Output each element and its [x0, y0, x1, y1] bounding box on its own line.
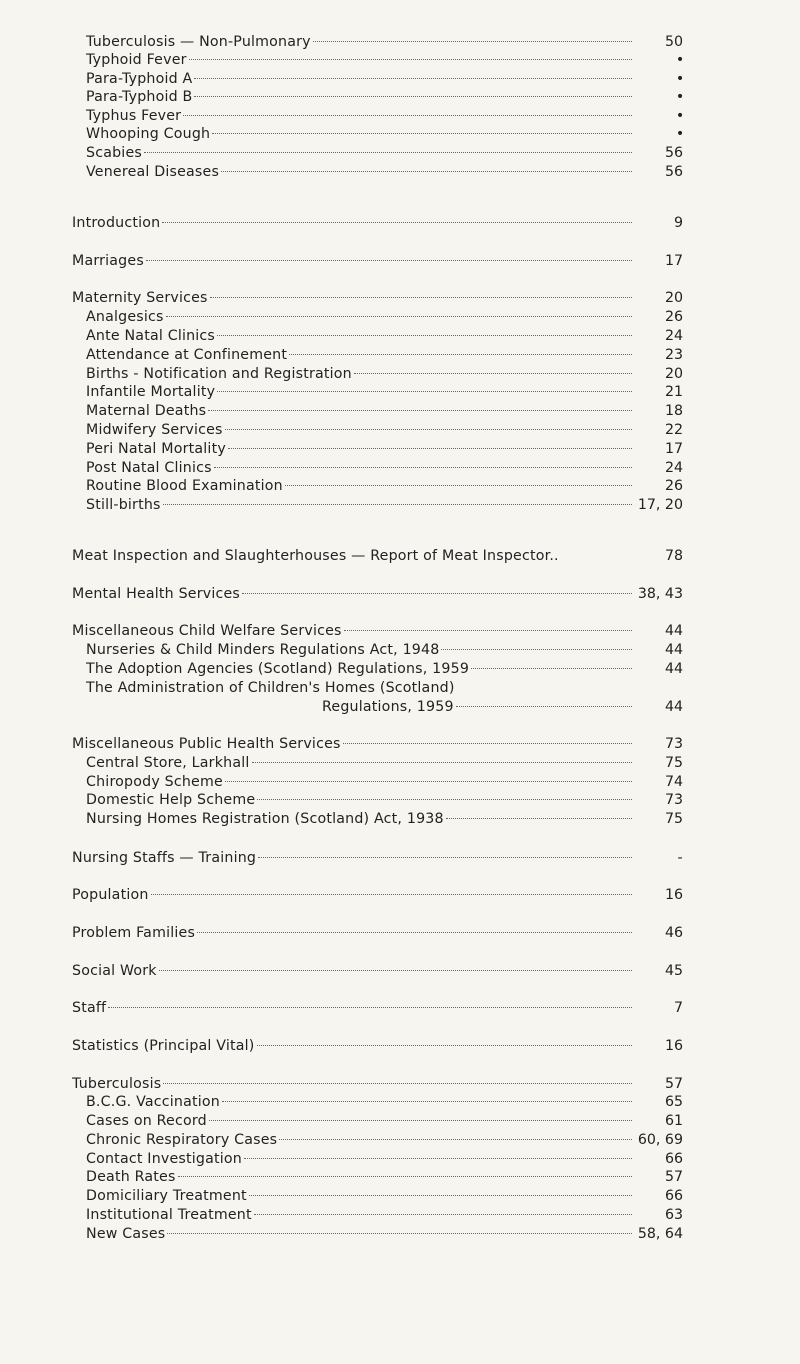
dot-leader: [151, 894, 632, 895]
index-entry-page-number: 9: [673, 215, 683, 231]
index-entry-label: Maternal Deaths: [86, 403, 207, 419]
dot-leader: [212, 133, 632, 134]
index-entry-page-number: 73: [664, 792, 683, 808]
dot-leader: [257, 1045, 632, 1046]
index-entry: [0, 660, 800, 678]
dot-leader: [217, 391, 632, 392]
index-entry-page-number: 58, 64: [637, 1226, 683, 1242]
dot-leader: [254, 1214, 632, 1215]
index-entry-label: Post Natal Clinics: [86, 460, 212, 476]
dot-leader: [228, 448, 632, 449]
index-entry: [0, 962, 800, 980]
dot-leader: [162, 222, 632, 223]
index-entry: [0, 308, 800, 326]
index-entry: [0, 214, 800, 232]
index-entry-label: Chiropody Scheme: [86, 774, 223, 790]
index-entry-page-number: 26: [664, 478, 683, 494]
index-entry-page-number: 74: [664, 774, 683, 790]
index-entry-text: [86, 402, 635, 420]
index-entry-label: Mental Health Services: [72, 586, 240, 602]
index-entry: [0, 70, 800, 88]
index-entry-text: [86, 754, 635, 772]
dot-leader: [183, 115, 632, 116]
index-entry-page-number: 17: [664, 441, 683, 457]
index-entry-label: Nursing Staffs — Training: [72, 850, 257, 866]
dot-leader: [159, 970, 632, 971]
index-entry: [0, 402, 800, 420]
index-entry-text: [72, 886, 635, 904]
index-entry-page-number: 61: [664, 1113, 683, 1129]
dot-leader: [194, 96, 632, 97]
index-entry-text: [86, 365, 635, 383]
index-entry-page-number: 16: [664, 887, 683, 903]
index-entry-text: [86, 51, 635, 69]
index-entry-page-number: 17, 20: [637, 497, 683, 513]
index-entry-label: Peri Natal Mortality: [86, 441, 226, 457]
index-entry-page-number: 57: [664, 1169, 683, 1185]
index-entry: [0, 1187, 800, 1205]
index-entry-text: [72, 999, 635, 1017]
dot-leader: [178, 1176, 632, 1177]
dot-leader: [313, 41, 632, 42]
index-entry-text: [86, 33, 635, 51]
index-entry-label: Cases on Record: [86, 1113, 207, 1129]
index-entry-text: [86, 791, 635, 809]
index-entry-label: Tuberculosis: [72, 1076, 162, 1092]
index-entry-text: [86, 1168, 635, 1186]
index-entry: [0, 1225, 800, 1243]
index-entry-page-number: 20: [664, 290, 683, 306]
dot-leader: [167, 1233, 632, 1234]
index-entry-label: Domiciliary Treatment: [86, 1188, 247, 1204]
index-entry: [0, 289, 800, 307]
index-entry: [0, 1112, 800, 1130]
index-entry-page-number: •: [675, 108, 685, 124]
index-entry-page-number: 24: [664, 460, 683, 476]
index-entry-label: Attendance at Confinement: [86, 347, 288, 363]
index-entry-label: Introduction: [72, 215, 161, 231]
dot-leader: [225, 429, 632, 430]
index-entry: [0, 773, 800, 791]
index-entry: [0, 107, 800, 125]
index-entry-label: Routine Blood Examination: [86, 478, 283, 494]
index-entry-label: Nursing Homes Registration (Scotland) Act, 1938: [86, 811, 444, 827]
index-entry: [0, 622, 800, 640]
index-entry: [0, 496, 800, 514]
index-entry-text: [86, 308, 635, 326]
index-entry: [0, 383, 800, 401]
index-entry: [0, 698, 800, 716]
index-entry-page-number: 24: [664, 328, 683, 344]
index-entry: [0, 641, 800, 659]
index-entry-page-number: 66: [664, 1151, 683, 1167]
index-entry-page-number: 18: [664, 403, 683, 419]
dot-leader: [289, 354, 632, 355]
dot-leader: [194, 78, 632, 79]
index-entry-label: Population: [72, 887, 149, 903]
index-entry-label: Chronic Respiratory Cases: [86, 1132, 278, 1148]
dot-leader: [456, 706, 632, 707]
index-entry-label: Contact Investigation: [86, 1151, 242, 1167]
index-entry-label: Domestic Help Scheme: [86, 792, 256, 808]
index-entry-label: Tuberculosis — Non-Pulmonary: [86, 34, 311, 50]
index-entry-page-number: 57: [664, 1076, 683, 1092]
index-entry-label: The Administration of Children's Homes (Scotland): [86, 680, 455, 696]
index-entry: [0, 679, 800, 697]
index-entry-page-number: 22: [664, 422, 683, 438]
index-entry-page-number: •: [675, 89, 685, 105]
index-entry: [0, 125, 800, 143]
index-entry-text: [86, 810, 635, 828]
index-entry: [0, 1093, 800, 1111]
index-entry: [0, 735, 800, 753]
index-entry: [0, 1037, 800, 1055]
index-entry-page-number: 56: [664, 164, 683, 180]
index-entry-text: [86, 440, 635, 458]
index-entry-label: Institutional Treatment: [86, 1207, 252, 1223]
index-entry-label: Typhoid Fever: [86, 52, 187, 68]
index-entry-page-number: 73: [664, 736, 683, 752]
index-entry-page-number: •: [675, 126, 685, 142]
index-entry: [0, 791, 800, 809]
index-entry-page-number: 21: [664, 384, 683, 400]
dot-leader: [471, 668, 632, 669]
index-entry: [0, 810, 800, 828]
index-entry: [0, 1075, 800, 1093]
dot-leader: [249, 1195, 632, 1196]
index-entry-page-number: 44: [664, 623, 683, 639]
index-entry-page-number: 50: [664, 34, 683, 50]
dot-leader: [197, 932, 632, 933]
index-entry: [0, 477, 800, 495]
index-entry: [0, 924, 800, 942]
index-entry-page-number: 56: [664, 145, 683, 161]
index-entry-page-number: 38, 43: [637, 586, 683, 602]
dot-leader: [354, 373, 632, 374]
index-entry-page-number: 75: [664, 811, 683, 827]
dot-leader: [242, 593, 632, 594]
index-entry: [0, 754, 800, 772]
index-entry-page-number: 63: [664, 1207, 683, 1223]
dot-leader: [209, 1120, 632, 1121]
index-entry-label: The Adoption Agencies (Scotland) Regulations, 1959: [86, 661, 470, 677]
index-entry-text: [86, 679, 635, 697]
index-entry-text: [72, 214, 635, 232]
index-entry-text: [72, 622, 635, 640]
index-entry-text: [86, 144, 635, 162]
index-entry-text: [86, 1225, 635, 1243]
index-entry-text: [86, 1093, 635, 1111]
index-entry-text: [72, 1075, 635, 1093]
index-entry: [0, 365, 800, 383]
dot-leader: [166, 316, 632, 317]
dot-leader: [344, 630, 632, 631]
index-entry-label: Analgesics: [86, 309, 164, 325]
dot-leader: [441, 649, 632, 650]
dot-leader: [257, 799, 632, 800]
index-entry: [0, 327, 800, 345]
index-entry-text: [86, 163, 635, 181]
index-entry-page-number: -: [677, 850, 683, 866]
index-entry-page-number: 44: [664, 699, 683, 715]
index-entry: [0, 88, 800, 106]
index-entry-text: [72, 585, 635, 603]
index-entry-label: Marriages: [72, 253, 144, 269]
index-entry-label: Midwifery Services: [86, 422, 223, 438]
index-entry-label: Problem Families: [72, 925, 196, 941]
index-entry-page-number: 60, 69: [637, 1132, 683, 1148]
dot-leader: [446, 818, 632, 819]
index-entry-label: B.C.G. Vaccination: [86, 1094, 220, 1110]
index-entry-text: [86, 660, 635, 678]
index-entry-page-number: 44: [664, 642, 683, 658]
index-entry-page-number: 16: [664, 1038, 683, 1054]
index-entry: [0, 1131, 800, 1149]
index-entry: [0, 440, 800, 458]
index-entry-text: [72, 735, 635, 753]
index-entry-text: [86, 346, 635, 364]
index-entry-text: [72, 252, 635, 270]
index-entry-page-number: 78: [664, 548, 683, 564]
index-entry: [0, 1206, 800, 1224]
index-entry-label: Para-Typhoid B: [86, 89, 193, 105]
index-entry-label: Scabies: [86, 145, 142, 161]
index-entry-page-number: 20: [664, 366, 683, 382]
index-entry-page-number: 26: [664, 309, 683, 325]
index-entry-text: [72, 924, 635, 942]
index-entry-page-number: 23: [664, 347, 683, 363]
index-entry-page-number: 44: [664, 661, 683, 677]
dot-leader: [217, 335, 632, 336]
index-entry-label: Whooping Cough: [86, 126, 211, 142]
dot-leader: [244, 1158, 632, 1159]
index-entry-page-number: 75: [664, 755, 683, 771]
index-entry-text: [86, 496, 635, 514]
index-entry-label: Nurseries & Child Minders Regulations Act, 1948: [86, 642, 440, 658]
index-entry: [0, 547, 800, 565]
index-entry-label: Regulations, 1959: [322, 699, 454, 715]
index-entry: [0, 999, 800, 1017]
index-entry-label: Central Store, Larkhall: [86, 755, 250, 771]
index-entry: [0, 459, 800, 477]
index-entry-label: Miscellaneous Public Health Services: [72, 736, 341, 752]
index-entry-text: [72, 289, 635, 307]
index-entry-label: Death Rates: [86, 1169, 176, 1185]
index-entry-text: [322, 698, 635, 716]
dot-leader: [222, 1101, 632, 1102]
dot-leader: [144, 152, 632, 153]
index-entry-label: Staff: [72, 1000, 107, 1016]
index-entry-text: [86, 125, 635, 143]
index-entry: [0, 1150, 800, 1168]
index-entry-text: [86, 1187, 635, 1205]
index-entry-text: [86, 773, 635, 791]
index-entry-text: [72, 1037, 635, 1055]
index-entry-text: [86, 459, 635, 477]
index-entry-label: Meat Inspection and Slaughterhouses — Report of Meat Inspector..: [72, 548, 559, 564]
dot-leader: [163, 504, 632, 505]
index-entry-label: Miscellaneous Child Welfare Services: [72, 623, 342, 639]
index-entry-text: [86, 383, 635, 401]
index-entry-text: [86, 1131, 635, 1149]
index-entry-text: [86, 641, 635, 659]
index-entry: [0, 51, 800, 69]
dot-leader: [189, 59, 632, 60]
dot-leader: [285, 485, 632, 486]
dot-leader: [279, 1139, 632, 1140]
dot-leader: [163, 1083, 632, 1084]
index-entry-page-number: •: [675, 52, 685, 68]
index-entry-label: Maternity Services: [72, 290, 208, 306]
index-entry: [0, 849, 800, 867]
index-entry-text: [72, 962, 635, 980]
index-entry-label: Typhus Fever: [86, 108, 182, 124]
index-entry-page-number: 17: [664, 253, 683, 269]
index-entry-text: [86, 70, 635, 88]
index-entry-label: Venereal Diseases: [86, 164, 220, 180]
index-entry-page-number: •: [675, 71, 685, 87]
dot-leader: [343, 743, 632, 744]
index-entry-text: [86, 1112, 635, 1130]
index-entry: [0, 144, 800, 162]
index-entry-text: [86, 327, 635, 345]
index-entry: [0, 585, 800, 603]
index-entry: [0, 33, 800, 51]
dot-leader: [146, 260, 632, 261]
index-entry: [0, 421, 800, 439]
index-entry-text: [72, 547, 635, 565]
index-entry-label: Social Work: [72, 963, 157, 979]
dot-leader: [225, 781, 632, 782]
index-entry: [0, 252, 800, 270]
dot-leader: [208, 410, 632, 411]
dot-leader: [108, 1007, 632, 1008]
index-entry-label: New Cases: [86, 1226, 166, 1242]
index-entry-page-number: 46: [664, 925, 683, 941]
index-entry-page-number: 45: [664, 963, 683, 979]
index-entry-text: [86, 88, 635, 106]
index-entry: [0, 1168, 800, 1186]
dot-leader: [258, 857, 632, 858]
dot-leader: [221, 171, 632, 172]
index-entry-label: Ante Natal Clinics: [86, 328, 216, 344]
index-entry-text: [72, 849, 635, 867]
index-entry-page-number: 65: [664, 1094, 683, 1110]
index-entry-text: [86, 1150, 635, 1168]
index-entry-label: Still-births: [86, 497, 161, 513]
index-entry: [0, 163, 800, 181]
index-entry-page-number: 7: [673, 1000, 683, 1016]
index-entry-label: Para-Typhoid A: [86, 71, 193, 87]
dot-leader: [214, 467, 632, 468]
index-entry: [0, 886, 800, 904]
dot-leader: [252, 762, 632, 763]
index-entry-text: [86, 1206, 635, 1224]
index-entry-page-number: 66: [664, 1188, 683, 1204]
index-entry-text: [86, 477, 635, 495]
index-entry-text: [86, 107, 635, 125]
dot-leader: [210, 297, 632, 298]
index-entry-text: [86, 421, 635, 439]
index-entry-label: Statistics (Principal Vital): [72, 1038, 255, 1054]
index-entry-label: Births - Notification and Registration: [86, 366, 352, 382]
index-entry: [0, 346, 800, 364]
index-entry-label: Infantile Mortality: [86, 384, 216, 400]
